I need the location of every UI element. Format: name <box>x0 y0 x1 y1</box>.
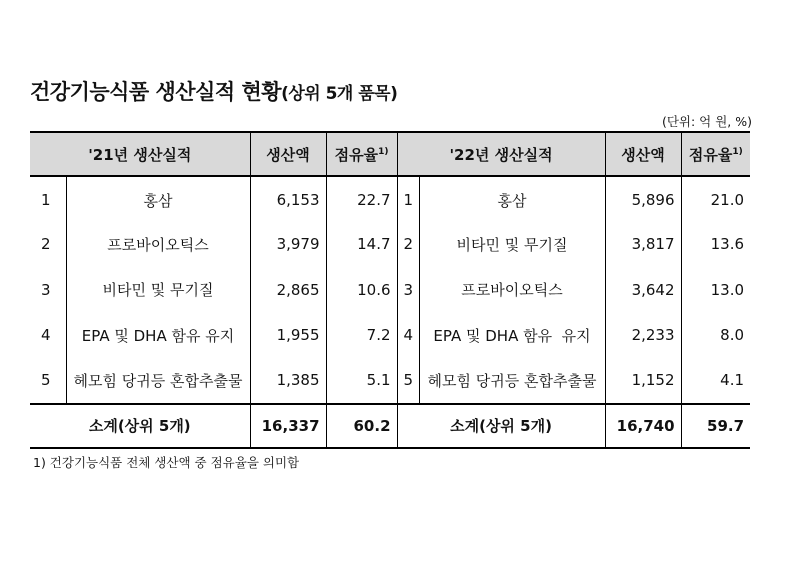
rank-cell: 1 <box>41 191 51 210</box>
subtotal-row <box>30 404 750 448</box>
amount-cell: 3,979 <box>250 222 326 268</box>
amount-cell: 5,896 <box>605 176 681 222</box>
rank-cell: 4 <box>41 326 51 345</box>
rank-cell: 5 <box>41 371 51 390</box>
item-name-cell: 프로바이오틱스 <box>419 267 605 313</box>
item-name-cell: 헤모힘 당귀등 혼합추출물 <box>66 358 250 404</box>
rank-cell: 5 <box>397 358 419 404</box>
share-cell: 22.7 <box>326 176 397 222</box>
amount-cell: 2,233 <box>605 313 681 359</box>
subtotal-amount: 16,337 <box>250 404 326 448</box>
item-name-cell: 비타민 및 무기질 <box>419 222 605 268</box>
amount-cell: 2,865 <box>250 267 326 313</box>
footnote: 1) 건강기능식품 전체 생산액 중 점유율을 의미함 <box>33 455 300 470</box>
unit-note: (단위: 억 원, %) <box>661 114 752 129</box>
share-cell: 13.6 <box>681 222 750 268</box>
table-row <box>30 176 750 222</box>
footnote-ref: 1) <box>732 146 743 157</box>
header-2022: '22년 생산실적 <box>397 132 605 176</box>
share-cell: 8.0 <box>681 313 750 359</box>
item-name-cell: 프로바이오틱스 <box>66 222 250 268</box>
table-row <box>30 358 750 404</box>
header-amount-2021: 생산액 <box>250 132 326 176</box>
rank-cell: 4 <box>397 313 419 359</box>
amount-cell: 1,955 <box>250 313 326 359</box>
header-2021: '21년 생산실적 <box>30 132 250 176</box>
amount-cell: 3,817 <box>605 222 681 268</box>
amount-cell: 3,642 <box>605 267 681 313</box>
item-name-cell: EPA 및 DHA 함유 유지 <box>66 313 250 359</box>
footnote-ref: 1) <box>378 146 389 157</box>
share-cell: 7.2 <box>326 313 397 359</box>
amount-cell: 1,385 <box>250 358 326 404</box>
rank-cell: 3 <box>397 267 419 313</box>
share-cell: 14.7 <box>326 222 397 268</box>
header-row <box>30 132 750 176</box>
item-name-cell: 헤모힘 당귀등 혼합추출물 <box>419 358 605 404</box>
share-cell: 10.6 <box>326 267 397 313</box>
amount-cell: 6,153 <box>250 176 326 222</box>
rank-cell: 2 <box>41 235 51 254</box>
rank-cell: 2 <box>397 222 419 268</box>
title-main: 건강기능식품 생산실적 현황 <box>30 80 282 104</box>
item-name-cell: 비타민 및 무기질 <box>66 267 250 313</box>
production-table <box>30 131 750 449</box>
title-paren: (상위 5개 품목) <box>281 84 398 104</box>
subtotal-label: 소계(상위 5개) <box>30 404 250 448</box>
share-cell: 13.0 <box>681 267 750 313</box>
header-share-2022 <box>681 132 750 176</box>
share-cell: 4.1 <box>681 358 750 404</box>
header-share-label: 점유율 <box>688 145 733 164</box>
rank-cell: 1 <box>397 176 419 222</box>
item-name-cell: 홍삼 <box>419 176 605 222</box>
share-cell: 21.0 <box>681 176 750 222</box>
table-row <box>30 222 750 268</box>
table-row <box>30 267 750 313</box>
document-title <box>30 76 397 106</box>
subtotal-share: 60.2 <box>326 404 397 448</box>
subtotal-label: 소계(상위 5개) <box>397 404 605 448</box>
item-name-cell: EPA 및 DHA 함유 유지 <box>419 313 605 359</box>
item-name-cell: 홍삼 <box>66 176 250 222</box>
header-share-label: 점유율 <box>334 145 379 164</box>
rank-cell: 3 <box>41 280 51 299</box>
header-share-2021 <box>326 132 397 176</box>
table-row <box>30 313 750 359</box>
amount-cell: 1,152 <box>605 358 681 404</box>
share-cell: 5.1 <box>326 358 397 404</box>
subtotal-share: 59.7 <box>681 404 750 448</box>
header-amount-2022: 생산액 <box>605 132 681 176</box>
subtotal-amount: 16,740 <box>605 404 681 448</box>
